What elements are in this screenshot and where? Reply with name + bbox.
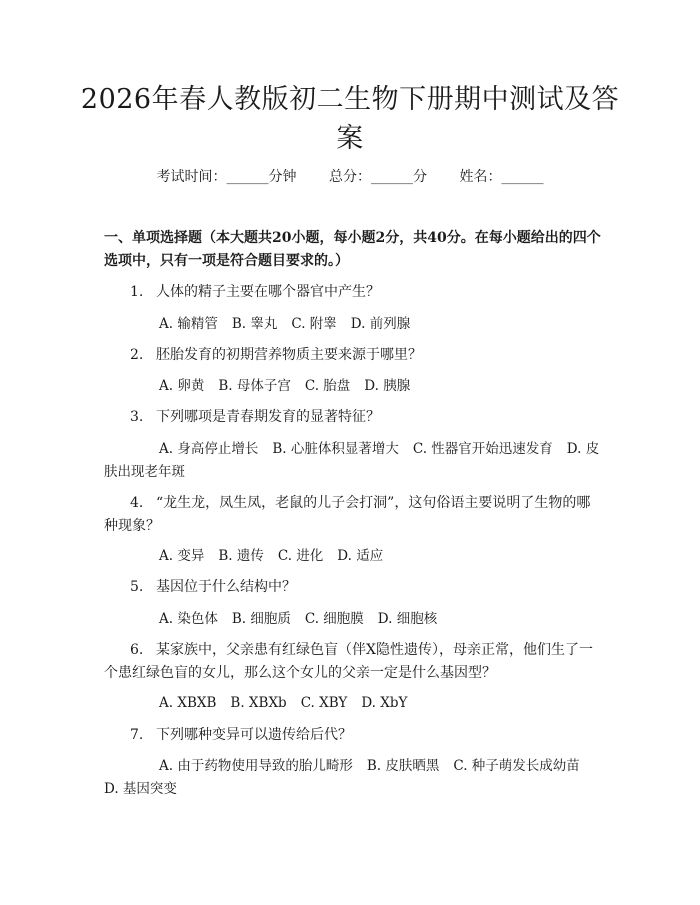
question-4 — [104, 492, 604, 538]
option-a: A. XBXB — [159, 695, 217, 711]
option-c: C. XBY — [300, 695, 348, 711]
question-stem: 基因位于什么结构中？ — [156, 579, 296, 595]
option-b: B. XBXb — [230, 695, 287, 711]
question-number: 1. — [130, 284, 144, 300]
option-c: C. 胎盘 — [304, 378, 351, 394]
question-number: 4. — [130, 495, 144, 511]
question-stem: 人体的精子主要在哪个器官中产生？ — [156, 284, 380, 300]
student-name-field: 姓名：______ — [459, 169, 544, 185]
option-b: B. 心脏体积显著增大 — [272, 441, 399, 457]
question-5 — [104, 576, 604, 599]
option-c: C. 性器官开始迅速发育 — [412, 441, 553, 457]
option-c: C. 附睾 — [291, 316, 337, 332]
option-d: D. 细胞核 — [377, 611, 438, 627]
question-6 — [104, 639, 604, 685]
question-7-options — [104, 755, 604, 801]
question-stem: “龙生龙，凤生凤，老鼠的儿子会打洞”，这句俗语主要说明了生物的哪种现象？ — [104, 495, 591, 534]
option-d: D. XbY — [361, 695, 408, 711]
question-number: 2. — [130, 347, 144, 363]
option-b: B. 母体子宫 — [218, 378, 291, 394]
option-c: C. 进化 — [277, 548, 324, 564]
question-2 — [104, 344, 604, 367]
option-b: B. 遗传 — [218, 548, 264, 564]
question-number: 5. — [130, 579, 144, 595]
option-a: A. 由于药物使用导致的胎儿畸形 — [159, 758, 353, 774]
option-d: D. 胰腺 — [364, 378, 411, 394]
option-c: C. 细胞膜 — [304, 611, 364, 627]
question-3 — [104, 406, 604, 429]
question-7 — [104, 724, 604, 747]
exam-time-field: 考试时间：______分钟 — [156, 169, 297, 185]
option-b: B. 皮肤晒黑 — [366, 758, 440, 774]
option-b: B. 睾丸 — [231, 316, 278, 332]
option-d: D. 前列腺 — [350, 316, 411, 332]
question-4-options — [104, 545, 604, 568]
question-number: 6. — [130, 642, 144, 658]
option-d: D. 皮肤出现老年斑 — [104, 441, 600, 480]
option-a: A. 卵黄 — [159, 378, 205, 394]
exam-info-line — [0, 166, 700, 188]
option-c: C. 种子萌发长成幼苗 — [453, 758, 580, 774]
question-stem: 某家族中，父亲患有红绿色盲（伴X隐性遗传），母亲正常，他们生了一个患红绿色盲的女儿，那么这个女儿的父亲一定是什么基因型？ — [104, 642, 593, 681]
question-3-options — [104, 438, 604, 484]
option-a: A. 输精管 — [159, 316, 218, 332]
total-score-field: 总分：______分 — [329, 169, 427, 185]
option-a: A. 身高停止增长 — [159, 441, 259, 457]
question-stem: 下列哪种变异可以遗传给后代？ — [156, 727, 352, 743]
option-b: B. 细胞质 — [231, 611, 291, 627]
question-1 — [104, 281, 604, 304]
question-6-options — [104, 692, 604, 715]
question-stem: 下列哪项是青春期发育的显著特征？ — [156, 409, 380, 425]
question-2-options — [104, 375, 604, 398]
page-title: 2026年春人教版初二生物下册期中测试及答案 — [80, 84, 620, 154]
question-number: 7. — [130, 727, 144, 743]
option-d: D. 适应 — [337, 548, 384, 564]
option-a: A. 染色体 — [159, 611, 218, 627]
section-header: 一、单项选择题（本大题共20小题，每小题2分，共40分。在每小题给出的四个选项中，只有一项是符合题目要求的。） — [104, 230, 601, 269]
option-a: A. 变异 — [159, 548, 205, 564]
question-number: 3. — [130, 409, 144, 425]
question-stem: 胚胎发育的初期营养物质主要来源于哪里？ — [156, 347, 422, 363]
question-5-options — [104, 608, 604, 631]
option-d: D. 基因突变 — [104, 781, 177, 797]
question-1-options — [104, 313, 604, 336]
